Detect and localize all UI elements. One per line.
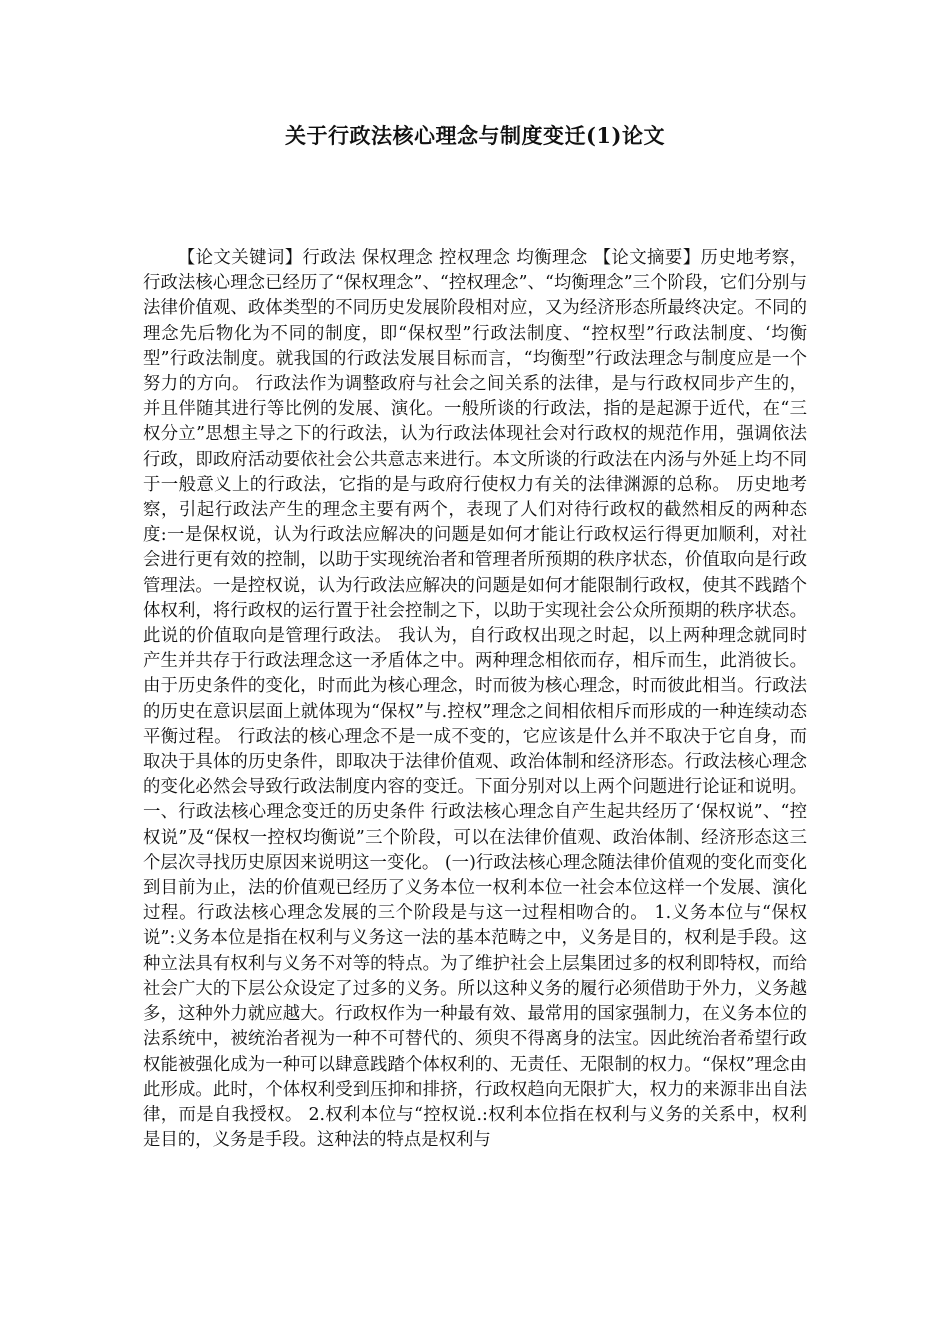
document-title: 关于行政法核心理念与制度变迁(1)论文 [285,123,665,148]
document-body: 【论文关键词】行政法 保权理念 控权理念 均衡理念 【论文摘要】历史地考察，行政法核心理念已经历了“保权理念”、“控权理念”、“均衡理念”三个阶段，它们分别与法律价值观、政体类型的不同历史发展阶段相对应，又为经济形态所最终决定。不同的理念先后物化为不同的制度，即“保权型”行政法制度、“控权型”行政法制度、‘均衡型”行政法制度。就我国的行政法发展目标而言，“均衡型”行政法理念与制度应是一个努力的方向。 行政法作为调整政府与社会之间关系的法律，是与行政权同步产生的，并且伴随其进行等比例的发展、演化。一般所谈的行政法，指的是起源于近代，在“三权分立”思想主导之下的行政法，认为行政法体现社会对行政权的规范作用，强调依法行政，即政府活动要依社会公共意志来进行。本文所谈的行政法在内汤与外延上均不同于一般意义上的行政法，它指的是与政府行使权力有关的法律渊源的总称。 历史地考察，引起行政法产生的理念主要有两个，表现了人们对待行政权的截然相反的两种态度:一是保权说，认为行政法应解决的问题是如何才能让行政权运行得更加顺利，对社会进行更有效的控制，以助于实现统治者和管理者所预期的秩序状态，价值取向是行政管理法。一是控权说，认为行政法应解决的问题是如何才能限制行政权，使其不践踏个体权利，将行政权的运行置于社会控制之下，以助于实现社会公众所预期的秩序状态。此说的价值取向是管理行政法。 我认为，自行政权出现之时起，以上两种理念就同时产生并共存于行政法理念这一矛盾体之中。两种理念相依而存，相斥而生，此消彼长。由于历史条件的变化，时而此为核心理念，时而彼为核心理念，时而彼此相当。行政法的历史在意识层面上就体现为“保权”与.控权”理念之间相依相斥而形成的一种连续动态平衡过程。 行政法的核心理念不是一成不变的，它应该是什么并不取决于它自身，而取决于具体的历史条件，即取决于法律价值观、政治体制和经济形态。行政法核心理念的变化必然会导致行政法制度内容的变迁。下面分别对以上两个问题进行论证和说明。 一、行政法核心理念变迁的历史条件 行政法核心理念自产生起共经历了‘保权说”、“控权说”及“保权一控权均衡说”三个阶段，可以在法律价值观、政治体制、经济形态这三个层次寻找历史原因来说明这一变化。 (一)行政法核心理念随法律价值观的变化而变化 到目前为止，法的价值观已经历了义务本位一权利本位一社会本位这样一个发展、演化过程。行政法核心理念发展的三个阶段是与这一过程相吻合的。 1.义务本位与“保权说”:义务本位是指在权利与义务这一法的基本范畴之中，义务是目的，权利是手段。这种立法具有权利与义务不对等的特点。为了维护社会上层集团过多的权利即特权，而给社会广大的下层公众设定了过多的义务。所以这种义务的履行必须借助于外力，义务越多，这种外力就应越大。行政权作为一种最有效、最常用的国家强制力，在义务本位的法系统中，被统治者视为一种不可替代的、须臾不得离身的法宝。因此统治者希望行政权能被强化成为一种可以肆意践踏个体权利的、无责任、无限制的权力。“保权”理念由此形成。此时，个体权利受到压抑和排挤，行政权趋向无限扩大，权力的来源非出自法律，而是自我授权。 2.权利本位与“控权说.:权利本位指在权利与义务的关系中，权利是目的，义务是手段。这种法的特点是权利与 [143,248,807,1151]
